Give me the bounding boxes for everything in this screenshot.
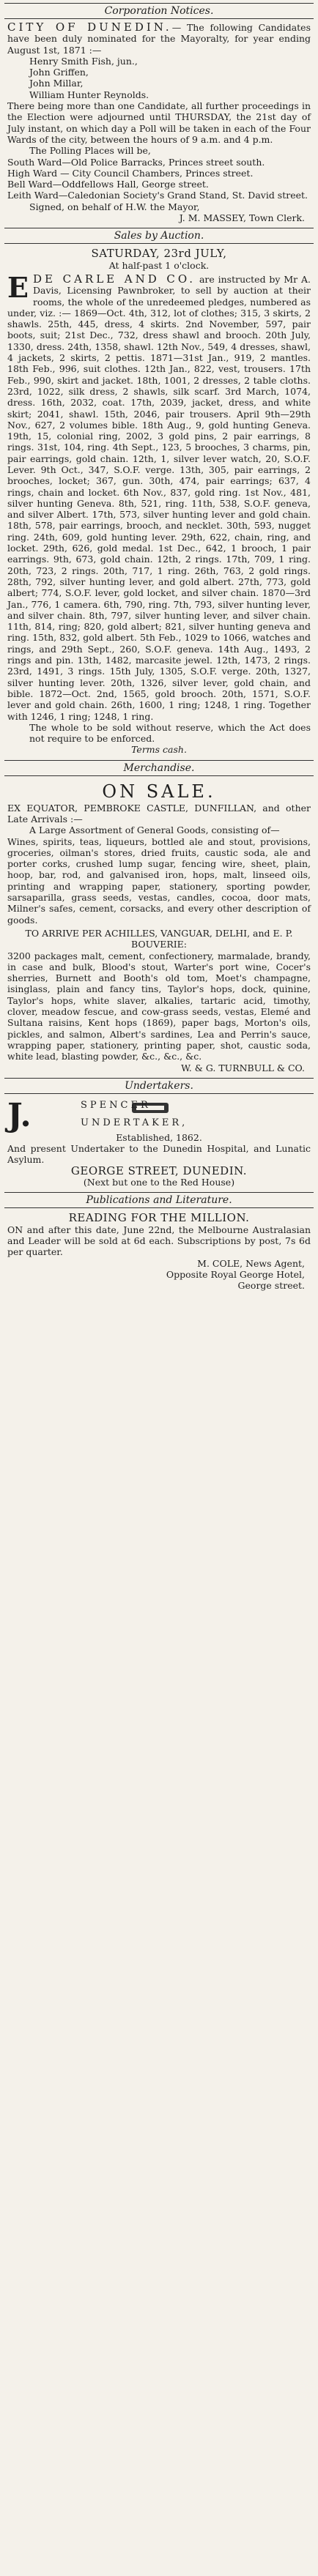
corporation-notices-heading: Corporation Notices. [4, 3, 314, 19]
notice-signatory: J. M. MASSEY, Town Clerk. [179, 212, 305, 224]
polling-place: Leith Ward—Caledonian Society's Grand Stand, St. David street. [7, 190, 308, 201]
merch-firm: W. & G. TURNBULL & CO. [181, 1062, 305, 1073]
notice-city: CITY OF DUNEDIN. [7, 21, 172, 34]
candidate-item: William Hunter Reynolds. [29, 89, 149, 100]
auction-dropcap: E [7, 270, 29, 304]
notice-signed: Signed, on behalf of H.W. the Mayor, [29, 201, 200, 212]
merch-arrive: TO ARRIVE PER ACHILLES, VANGUAR, DELHI, and E. P. BOUVERIE: [25, 927, 293, 950]
undertakers-heading: Undertakers. [4, 1078, 314, 1094]
candidate-item: John Griffen, [29, 67, 89, 78]
undertaker-body: And present Undertaker to the Dunedin Hospital, and Lunatic Asylum. [7, 1143, 311, 1166]
publications-address: Opposite Royal George Hotel, [166, 1268, 305, 1280]
auction-heading: Sales by Auction. [4, 228, 314, 244]
merch-body: Wines, spirits, teas, liqueurs, bottled ale and stout, provisions, groceries, oilman's stores, dried fruits, caustic soda, ale and porter corks, crushed lump sugar, fencing wire, sheet, plain, hoop, bar, rod, and galvanised iron, hops, malt, linseed oils, printing and wrapping paper, stationery, sporting powder, sarsaparilla, grass seeds, vestas, candles, cocoa, door mats, Milner's safes, cement, corsacks, and every other description of goods. [7, 835, 311, 926]
polling-place: Bell Ward—Oddfellows Hall, George street. [7, 179, 209, 190]
undertaker-initial: J. [7, 1096, 32, 1134]
publications-agent: M. COLE, News Agent, [197, 1257, 305, 1269]
undertaker-role: UNDERTAKER, [81, 1117, 188, 1128]
undertaker-banner [0, 1098, 318, 1132]
undertaker-note: (Next but one to the Red House) [83, 1177, 235, 1188]
auction-terms: Terms cash. [131, 744, 187, 756]
candidate-list [0, 56, 318, 100]
auction-body-block [0, 270, 318, 722]
undertaker-established: Established, 1862. [116, 1131, 202, 1143]
merch-arrive-body: 3200 packages malt, cement, confectionery, marmalade, brandy, in case and bulk, Blood's stout, Warter's port wine, Cocer's sherries, Burnett and Booth's old tom, Moet's champagne, isinglass, plain and fancy tins, Taylor's hops, dock, quinine, Taylor's hops, white slaver, alkalies, tartaric acid, timothy, clover, meadow fescue, and cow-grass seeds, vestas, Elemé and Sultana raisins, Kent hops (1869), paper bags, Morton's oils, pickles, and salmon, Albert's sardines, Lea and Perrin's sauce, wrapping paper, stationery, printing paper, shot, caustic soda, white lead, blasting powder, &c., &c., &c. [7, 950, 311, 1062]
notice-intro [0, 22, 318, 56]
notice-body: There being more than one Candidate, all further proceedings in the Election were adjourned until THURSDAY, the 21st day of July instant, on which day a Poll will be taken in each of the Four Wards of the city, between the hours of 9 a.m. and 4 p.m. [7, 100, 311, 145]
notice-intro-text: — The following Candidates have been duly nominated for the Mayoralty, for year ending August 1st, 1871 :— [7, 22, 311, 56]
auction-time: At half-past 1 o'clock. [108, 259, 210, 271]
auction-body: are instructed by Mr A. Davis, Licensing Pawnbroker, to sell by auction at their rooms, the whole of the unredeemed pledges, numbered as under, viz. :— 1869—Oct. 4th, 312, lot of clothes; 315, 3 skirts, 2 shawls. 25th, 445, dress, 4 skirts. 2nd November, 597, pair boots, suit; 21st Dec., 732, dress shawl and brooch. 20th July, 1330, dress. 24th, 1358, shawl. 12th Nov., 549, 4 dresses, shawl, 4 jackets, 2 skirts, 2 pettis. 1871—31st Jan., 919, 2 mantles. 18th Feb., 996, suit clothes. 12th Jan., 822, vest, trousers. 17th Feb., 990, skirt and jacket. 18th, 1001, 2 dresses, 2 table cloths. 23rd, 1022, silk dress, 2 shawls, silk scarf. 3rd March, 1074, dress. 16th, 2032, coat. 17th, 2039, jacket, dress, and white skirt; 2041, shawl. 15th, 2046, pair trousers. April 9th—29th Nov., 627, 2 volumes bible. 18th Aug., 9, gold hunting Geneva. 19th, 15, colonial ring, 2002, 3 gold pins, 2 pair earrings, 8 rings. 31st, 104, ring. 4th Sept., 123, 5 brooches, 3 charms, pin, pair earrings, gold chain. 12th, 1, silver lever watch, 20, S.O.F. Lever. 9th Oct., 347, S.O.F. verge. 13th, 305, pair earrings, 2 brooches, locket; 367, gun. 30th, 474, pair earrings; 637, 4 rings, chain and locket. 6th Nov., 837, gold ring. 1st Nov., 481, silver hunting Geneva. 8th, 521, ring. 11th, 538, S.O.F. geneva, and silver Albert. 17th, 573, silver hunting lever and gold chain. 18th, 578, pair earrings, brooch, and necklet. 30th, 593, nugget ring. 24th, 609, gold hunting lever. 29th, 622, chain, ring, and locket. 29th, 626, gold medal. 1st Dec., 642, 1 brooch, 1 pair earrings. 9th, 673, gold chain. 12th, 2 rings. 17th, 709, 1 ring. 20th, 723, 2 rings. 20th, 717, 1 ring. 26th, 763, 2 gold rings. 28th, 792, silver hunting lever, and gold albert. 27th, 773, gold albert; 774, S.O.F. lever, gold locket, and silver chain. 1870—3rd Jan., 776, 1 camera. 6th, 790, ring. 7th, 793, silver hunting lever, and silver chain. 8th, 797, silver hunting lever, and silver chain. 11th, 814, ring; 820, gold albert; 821, silver hunting geneva and ring. 15th, 832, gold albert. 5th Feb., 1029 to 1066, watches and rings, and 29th Sept., 260, S.O.F. geneva. 14th Aug., 1493, 2 rings and pin. 13th, 1482, marcasite jewel. 12th, 1473, 2 rings. 23rd, 1491, 3 rings. 15th July, 1305, S.O.F. verge. 20th, 1327, silver hunting lever. 20th, 1326, silver lever, gold chain, and bible. 1872—Oct. 2nd, 1565, gold brooch. 20th, 1571, S.O.F. lever and gold chain. 26th, 1600, 1 ring; 1248, 1 ring. Together with 1246, 1 ring; 1248, 1 ring. [7, 273, 311, 722]
polling-place: High Ward — City Council Chambers, Princes street. [7, 167, 254, 179]
auction-firm: DE CARLE AND CO. [32, 272, 196, 286]
polling-intro: The Polling Places will be, [29, 145, 151, 157]
merch-title: ON SALE. [102, 781, 216, 802]
polling-list [0, 157, 318, 201]
publications-body: ON and after this date, June 22nd, the Melbourne Australasian and Leader will be sold at 6d each. Subscriptions by post, 7s 6d per quarter. [7, 1224, 311, 1258]
merch-ex: EX EQUATOR, PEMBROKE CASTLE, DUNFILLAN, and other Late Arrivals :— [7, 802, 311, 824]
merch-lead: A Large Assortment of General Goods, consisting of— [29, 824, 280, 836]
polling-place: South Ward—Old Police Barracks, Princes street south. [7, 156, 265, 168]
auction-date: SATURDAY, 23rd JULY, [91, 247, 227, 261]
undertaker-firm: SPENCER [81, 1099, 151, 1111]
merchandise-heading: Merchandise. [4, 760, 314, 776]
candidate-item: Henry Smith Fish, jun., [29, 55, 138, 67]
auction-note: The whole to be sold without reserve, which the Act does not require to be enforced. [29, 721, 311, 745]
undertaker-street: GEORGE STREET, DUNEDIN. [70, 1164, 248, 1177]
candidate-item: John Millar, [29, 78, 84, 89]
publications-title: READING FOR THE MILLION. [68, 1211, 250, 1225]
publications-heading: Publications and Literature. [4, 1192, 314, 1208]
publications-street: George street. [237, 1280, 305, 1292]
